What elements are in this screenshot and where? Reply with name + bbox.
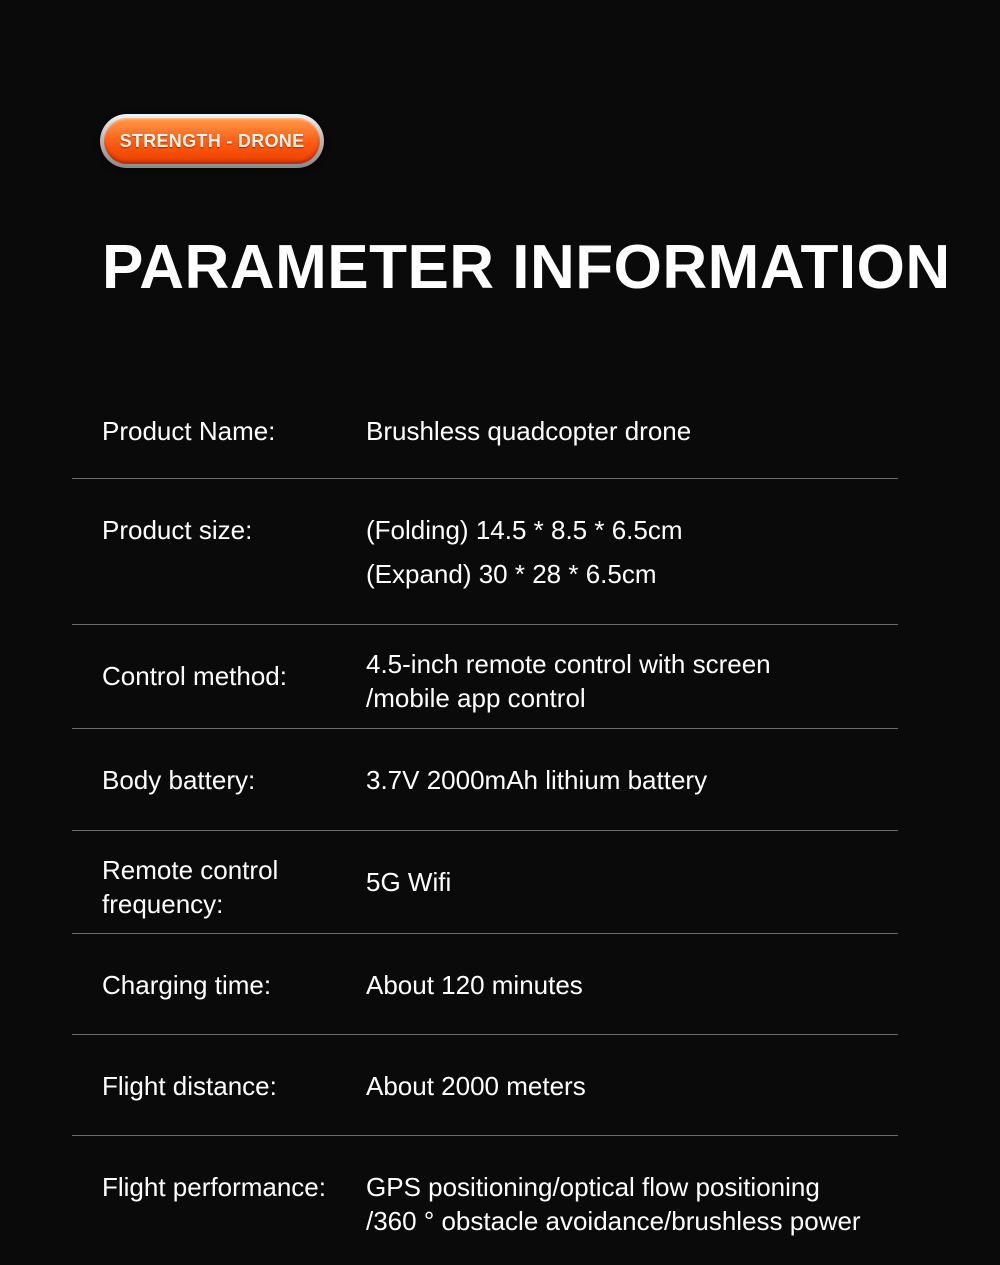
parameter-value-line-2: (Expand) 30 * 28 * 6.5cm bbox=[366, 559, 657, 589]
parameter-value-line-1: GPS positioning/optical flow positioning bbox=[366, 1172, 820, 1202]
parameter-table bbox=[72, 380, 898, 1256]
parameter-label-line-2: frequency: bbox=[102, 889, 224, 919]
parameter-row-charging-time bbox=[72, 934, 898, 1035]
parameter-value: 3.7V 2000mAh lithium battery bbox=[366, 765, 708, 795]
strength-drone-badge bbox=[100, 114, 324, 168]
parameter-row-control-method bbox=[72, 625, 898, 729]
parameter-value-line-1: (Folding) 14.5 * 8.5 * 6.5cm bbox=[366, 515, 683, 545]
parameter-label-line-1: Remote control bbox=[102, 855, 279, 885]
parameter-row-product-size bbox=[72, 479, 898, 625]
parameter-label: Product Name: bbox=[102, 416, 276, 446]
parameter-label: Control method: bbox=[102, 661, 287, 691]
parameter-value: 5G Wifi bbox=[366, 867, 452, 897]
parameter-value: About 120 minutes bbox=[366, 970, 583, 1000]
parameter-value-line-1: 4.5-inch remote control with screen bbox=[366, 649, 771, 679]
parameter-value-line-2: /360 ° obstacle avoidance/brushless power bbox=[366, 1206, 861, 1236]
parameter-value: Brushless quadcopter drone bbox=[366, 416, 692, 446]
parameter-row-flight-distance bbox=[72, 1035, 898, 1136]
parameter-label: Charging time: bbox=[102, 970, 272, 1000]
badge-label: STRENGTH - DRONE bbox=[119, 130, 305, 151]
parameter-row-product-name bbox=[72, 380, 898, 479]
parameter-value: About 2000 meters bbox=[366, 1071, 586, 1101]
page-title: PARAMETER INFORMATION bbox=[102, 233, 951, 302]
parameter-label: Product size: bbox=[102, 515, 253, 545]
parameter-row-remote-frequency bbox=[72, 831, 898, 934]
parameter-label: Flight distance: bbox=[102, 1071, 277, 1101]
parameter-label: Body battery: bbox=[102, 765, 256, 795]
parameter-label: Flight performance: bbox=[102, 1172, 326, 1202]
parameter-value-line-2: /mobile app control bbox=[366, 683, 586, 713]
parameter-row-body-battery bbox=[72, 729, 898, 831]
badge-pill bbox=[104, 118, 320, 164]
parameter-row-flight-performance bbox=[72, 1136, 898, 1256]
